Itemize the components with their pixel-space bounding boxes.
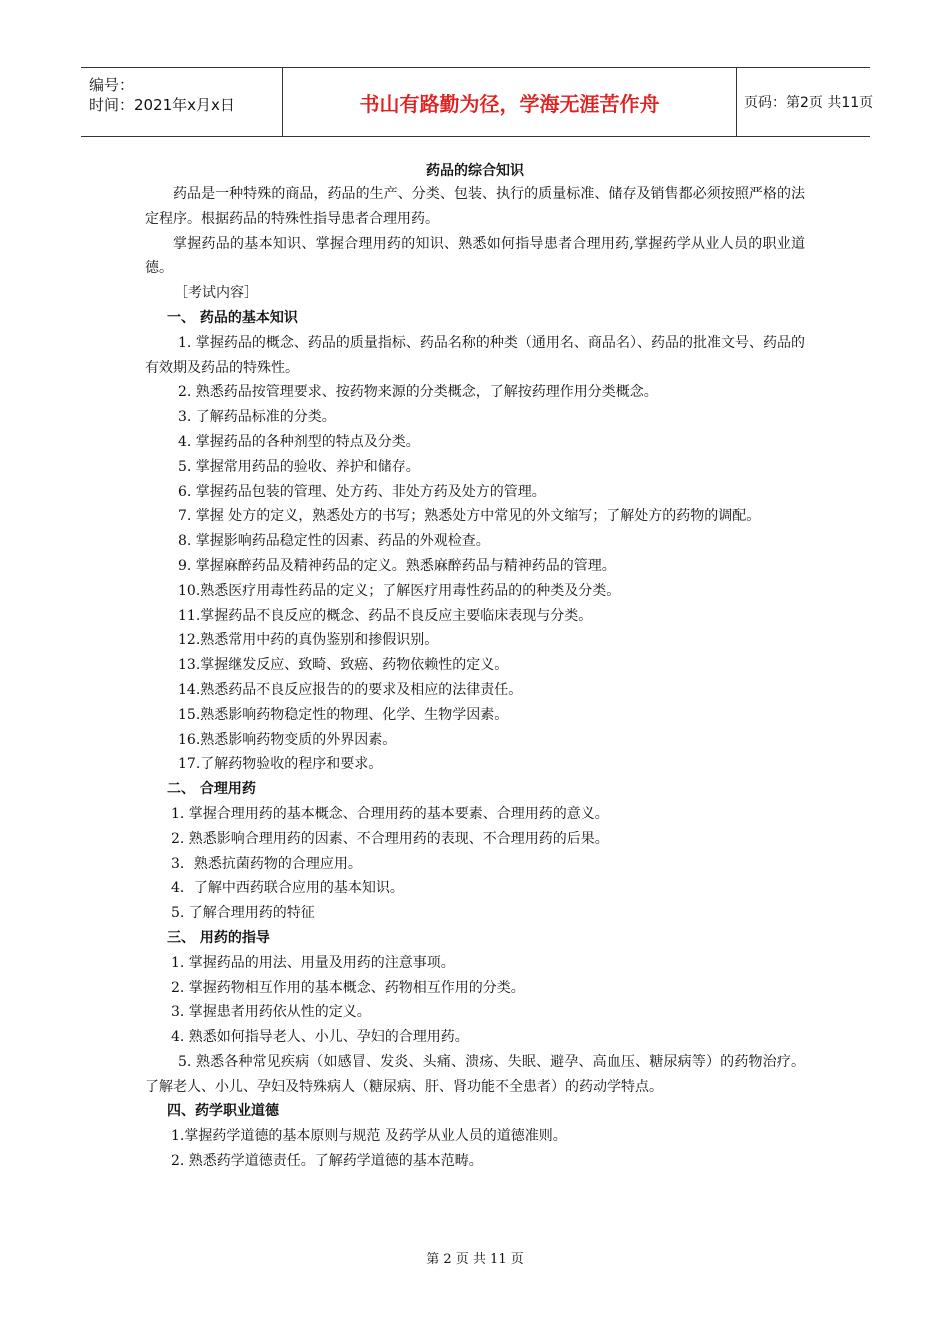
- section-heading: 二、 合理用药: [167, 781, 256, 798]
- list-item: 5. 了解合理用药的特征: [171, 905, 315, 922]
- document-title: 药品的综合知识: [426, 163, 524, 179]
- document-body: [145, 160, 805, 1174]
- intro-paragraph: 药品是一种特殊的商品，药品的生产、分类、包装、执行的质量标准、储存及销售都必须按照严格的法定程序。根据药品的特殊性指导患者合理用药。: [145, 186, 805, 227]
- list-item: 12.熟悉常用中药的真伪鉴别和掺假识别。: [178, 632, 439, 649]
- list-item: 16.熟悉影响药物变质的外界因素。: [178, 731, 397, 748]
- list-item: 2. 熟悉药学道德责任。了解药学道德的基本范畴。: [171, 1153, 483, 1170]
- list-item: 2. 熟悉影响合理用药的因素、不合理用药的表现、不合理用药的后果。: [171, 830, 609, 847]
- section-heading: 一、 药品的基本知识: [167, 309, 298, 326]
- list-item: 1.掌握药学道德的基本原则与规范 及药学从业人员的道德准则。: [171, 1128, 567, 1145]
- list-item: 9. 掌握麻醉药品及精神药品的定义。熟悉麻醉药品与精神药品的管理。: [178, 557, 616, 574]
- list-item: 5. 掌握常用药品的验收、养护和储存。: [178, 458, 420, 475]
- list-item: 5. 熟悉各种常见疾病（如感冒、发炎、头痛、溃疡、失眠、避孕、高血压、糖尿病等）的药物治疗。了解老人、小儿、孕妇及特殊病人（糖尿病、肝、肾功能不全患者）的药动学特点。: [145, 1053, 805, 1095]
- list-item: 4．了解中西药联合应用的基本知识。: [171, 880, 404, 897]
- list-item: 3．熟悉抗菌药物的合理应用。: [171, 855, 362, 872]
- list-item: 13.掌握继发反应、致畸、致癌、药物依赖性的定义。: [178, 657, 509, 674]
- list-item: 10.熟悉医疗用毒性药品的定义；了解医疗用毒性药品的的种类及分类。: [178, 582, 621, 599]
- list-item: 1. 掌握药品的用法、用量及用药的注意事项。: [171, 954, 455, 971]
- list-item: 1. 掌握合理用药的基本概念、合理用药的基本要素、合理用药的意义。: [171, 805, 609, 822]
- exam-content-label: ［考试内容］: [174, 285, 258, 302]
- list-item: 14.熟悉药品不良反应报告的的要求及相应的法律责任。: [178, 681, 523, 698]
- page-footer: 第 2 页 共 11 页: [426, 1252, 524, 1267]
- header-meta: [81, 68, 281, 136]
- list-item: 2. 掌握药物相互作用的基本概念、药物相互作用的分类。: [171, 979, 525, 996]
- serial-label: 编号：: [89, 76, 135, 94]
- page-header: [81, 67, 874, 137]
- list-item: 3. 了解药品标准的分类。: [178, 409, 336, 426]
- list-item: 7. 掌握 处方的定义，熟悉处方的书写；熟悉处方中常见的外文缩写；了解处方的药物的调配。: [178, 508, 761, 525]
- list-item: 3. 掌握患者用药依从性的定义。: [171, 1004, 371, 1021]
- header-motto: 书山有路勤为径，学海无涯苦作舟: [282, 68, 737, 136]
- list-item: 4. 熟悉如何指导老人、小儿、孕妇的合理用药。: [171, 1029, 469, 1046]
- list-item: 1. 掌握药品的概念、药品的质量指标、药品名称的种类（通用名、商品名）、药品的批准文号、药品的有效期及药品的特殊性。: [145, 334, 805, 376]
- list-item: 17.了解药物验收的程序和要求。: [178, 756, 383, 773]
- header-page-info: 页码：第2页 共11页: [744, 95, 874, 111]
- list-item: 6. 掌握药品包装的管理、处方药、非处方药及处方的管理。: [178, 483, 546, 500]
- date-line: 时间：2021年x月x日: [89, 96, 235, 114]
- list-item: 2. 熟悉药品按管理要求、按药物来源的分类概念，了解按药理作用分类概念。: [178, 384, 658, 401]
- list-item: 8. 掌握影响药品稳定性的因素、药品的外观检查。: [178, 533, 490, 550]
- section-heading: 四、药学职业道德: [167, 1103, 279, 1120]
- list-item: 15.熟悉影响药物稳定性的物理、化学、生物学因素。: [178, 706, 509, 723]
- section-heading: 三、 用药的指导: [167, 929, 270, 946]
- intro-paragraph: 掌握药品的基本知识、掌握合理用药的知识、熟悉如何指导患者合理用药,掌握药学从业人员的职业道德。: [145, 235, 805, 277]
- list-item: 11.掌握药品不良反应的概念、药品不良反应主要临床表现与分类。: [178, 607, 593, 624]
- list-item: 4. 掌握药品的各种剂型的特点及分类。: [178, 433, 420, 450]
